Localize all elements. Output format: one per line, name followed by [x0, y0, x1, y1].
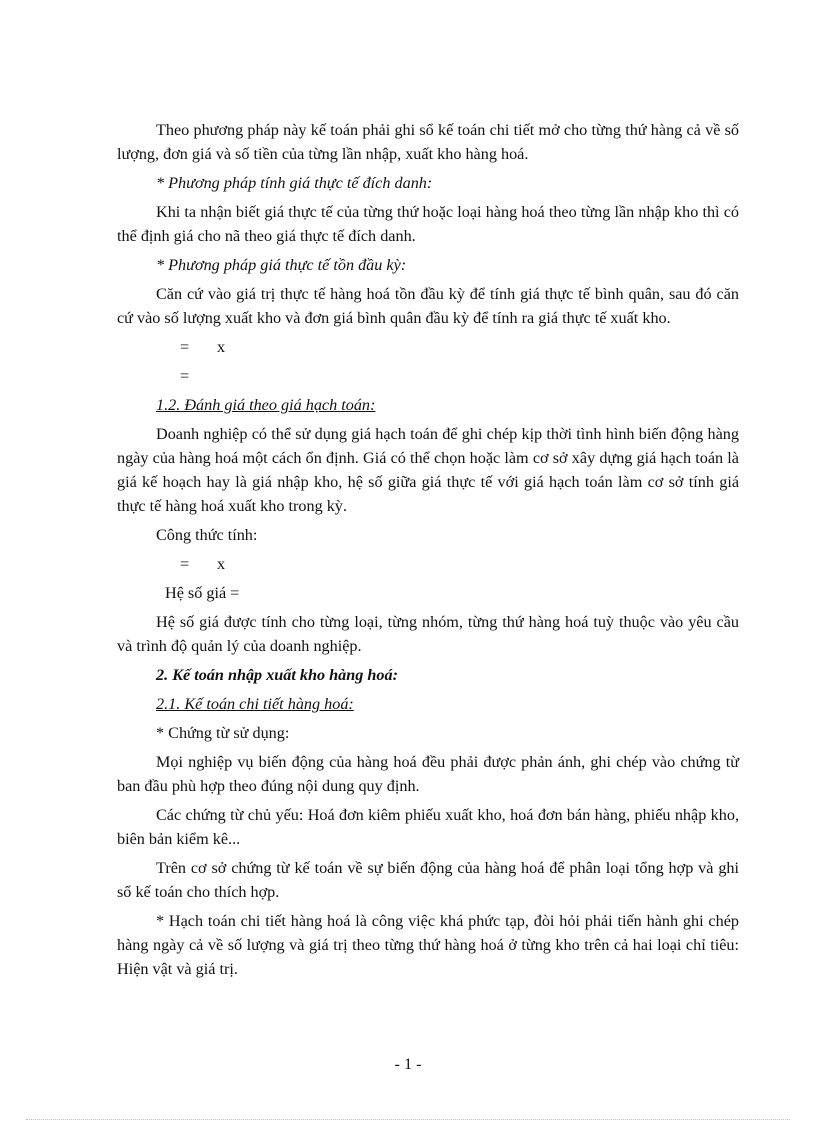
formula-line	[117, 335, 739, 359]
paragraph: Theo phương pháp này kế toán phải ghi sổ kế toán chi tiết mở cho từng thứ hàng cả về số lượng, đơn giá và số tiền của từng lần nhập, xuất kho hàng hoá.	[117, 121, 739, 163]
formula-coefficient: Hệ số giá =	[165, 584, 240, 602]
formula-equals: =	[180, 555, 190, 573]
formula-line	[117, 364, 739, 388]
paragraph: * Hạch toán chi tiết hàng hoá là công việc khá phức tạp, đòi hỏi phải tiến hành ghi chép hàng ngày cả về số lượng và giá trị theo từng thứ hàng hoá ở từng kho trên cả hai loại chỉ tiêu: Hiện vật và giá trị.	[117, 912, 739, 978]
paragraph: Công thức tính:	[156, 526, 258, 544]
paragraph: Doanh nghiệp có thể sử dụng giá hạch toán để ghi chép kịp thời tình hình biến động hàng ngày của hàng hoá một cách ổn định. Giá có thể chọn hoặc làm cơ sở xây dựng giá hạch toán là giá kế hoạch hay là giá nhập kho, hệ số giữa giá thực tế với giá hạch toán làm cơ sở tính giá thực tế hàng hoá xuất kho trong kỳ.	[117, 425, 739, 515]
formula-equals: =	[180, 367, 190, 385]
page-content	[117, 118, 739, 986]
formula-times: x	[217, 338, 226, 356]
paragraph: Hệ số giá được tính cho từng loại, từng nhóm, từng thứ hàng hoá tuỳ thuộc vào yêu cầu và trình độ quản lý của doanh nghiệp.	[117, 613, 739, 655]
paragraph: * Chứng từ sử dụng:	[156, 724, 290, 742]
page-bottom-rule	[26, 1119, 790, 1120]
paragraph: Trên cơ sở chứng từ kế toán về sự biến động của hàng hoá để phân loại tổng hợp và ghi sổ kế toán cho thích hợp.	[117, 859, 739, 901]
formula-line	[117, 581, 739, 605]
method-heading: * Phương pháp tính giá thực tế đích danh:	[156, 174, 433, 192]
section-heading: 2. Kế toán nhập xuất kho hàng hoá:	[156, 666, 398, 684]
paragraph: Khi ta nhận biết giá thực tế của từng thứ hoặc loại hàng hoá theo từng lần nhập kho thì có thể định giá cho nã theo giá thực tế đích danh.	[117, 203, 739, 245]
page-number: - 1 -	[394, 1055, 422, 1073]
paragraph: Căn cứ vào giá trị thực tế hàng hoá tồn đầu kỳ để tính giá thực tế bình quân, sau đó căn cứ vào số lượng xuất kho và đơn giá bình quân đầu kỳ để tính ra giá thực tế xuất kho.	[117, 285, 739, 327]
method-heading: * Phương pháp giá thực tế tồn đầu kỳ:	[156, 256, 407, 274]
paragraph: Các chứng từ chủ yếu: Hoá đơn kiêm phiếu xuất kho, hoá đơn bán hàng, phiếu nhập kho, biên bản kiểm kê...	[117, 806, 739, 848]
formula-times: x	[217, 555, 226, 573]
formula-line	[117, 552, 739, 576]
subsection-heading: 1.2. Đánh giá theo giá hạch toán:	[156, 396, 376, 414]
paragraph: Mọi nghiệp vụ biến động của hàng hoá đều phải được phản ánh, ghi chép vào chứng từ ban đầu phù hợp theo đúng nội dung quy định.	[117, 753, 739, 795]
formula-equals: =	[180, 338, 190, 356]
subsection-heading: 2.1. Kế toán chi tiết hàng hoá:	[156, 695, 354, 713]
